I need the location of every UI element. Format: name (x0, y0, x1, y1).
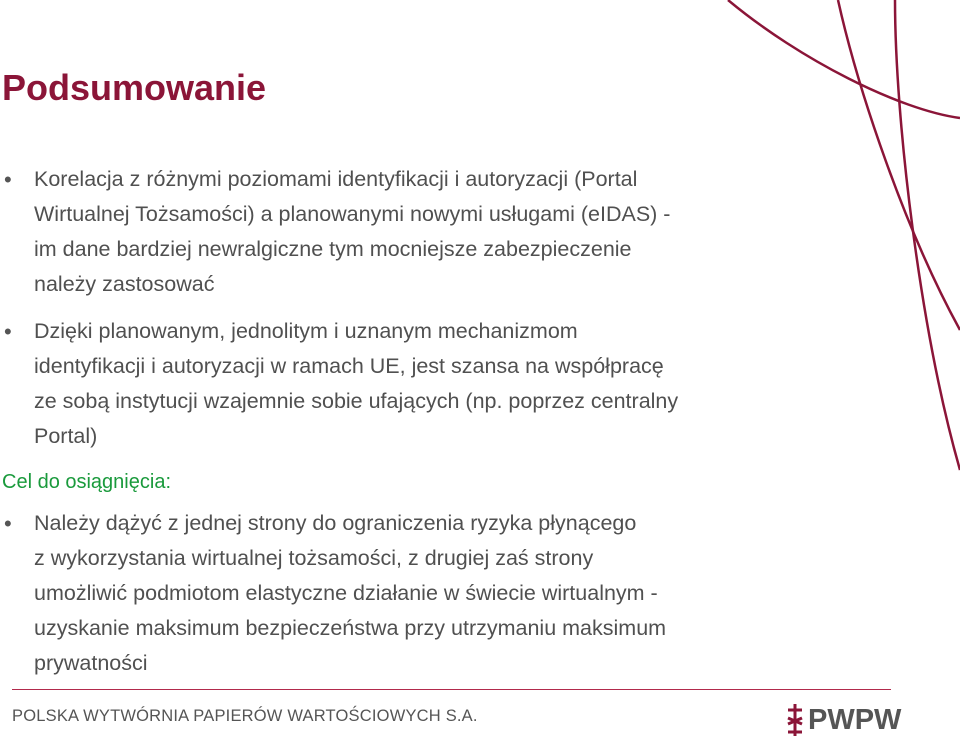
decorative-arc-inner (838, 0, 960, 330)
bullet-line: uzyskanie maksimum bezpieczeństwa przy utrzymaniu maksimum (34, 616, 667, 640)
bullet-marker: • (4, 511, 12, 536)
bullet-line: należy zastosować (34, 272, 215, 296)
bullet-line: Korelacja z różnymi poziomami identyfikacji i autoryzacji (Portal (34, 167, 638, 191)
footer-divider (12, 689, 891, 690)
bullet-line: z wykorzystania wirtualnej tożsamości, z drugiej zaś strony (34, 546, 594, 570)
bullet-marker: • (4, 167, 12, 192)
bullet-line: Dzięki planowanym, jednolitym i uznanym mechanizmom (34, 319, 578, 343)
decorative-arc-outer (728, 0, 960, 118)
pwpw-logo-mark-icon (784, 702, 806, 738)
pwpw-logo-text: PWPW (808, 704, 902, 736)
decorative-arc-right (895, 0, 960, 470)
bullet-line: Portal) (34, 424, 98, 448)
bullet-line: ze sobą instytucji wzajemnie sobie ufających (np. poprzez centralny (34, 389, 679, 413)
slide-title: Podsumowanie (2, 67, 267, 108)
bullet-line: im dane bardziej newralgiczne tym mocniejsze zabezpieczenie (34, 237, 632, 261)
bullet-line: prywatności (34, 651, 148, 675)
pwpw-logo (784, 700, 904, 740)
bullet-line: Wirtualnej Tożsamości) a planowanymi nowymi usługami (eIDAS) - (34, 202, 671, 226)
bullet-line: identyfikacji i autoryzacji w ramach UE, jest szansa na współpracę (34, 354, 664, 378)
bullet-line: umożliwić podmiotom elastyczne działanie w świecie wirtualnym - (34, 581, 658, 605)
bullet-marker: • (4, 319, 12, 344)
bullet-line: Należy dążyć z jednej strony do ograniczenia ryzyka płynącego (34, 511, 637, 535)
goal-label: Cel do osiągnięcia: (2, 471, 171, 493)
footer-company-name: POLSKA WYTWÓRNIA PAPIERÓW WARTOŚCIOWYCH S.A. (12, 707, 478, 725)
